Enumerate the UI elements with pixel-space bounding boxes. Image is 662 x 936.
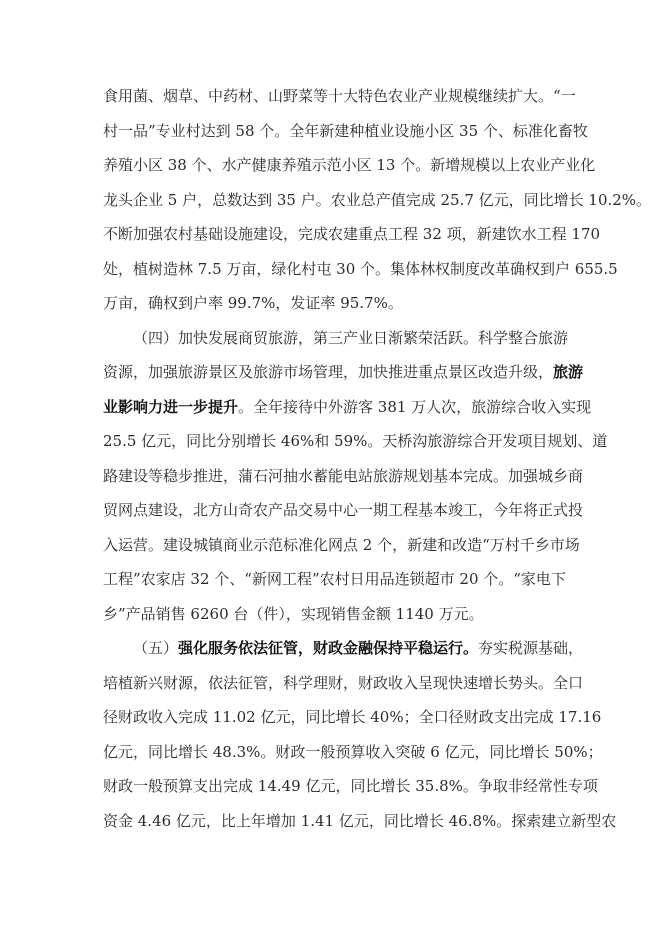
section-4-heading-line (103, 321, 569, 356)
text: 万亩，确权到户率 99.7%，发证率 95.7%。 (103, 294, 403, 312)
text-line (103, 148, 596, 183)
text: （五） (133, 639, 179, 657)
text: 径财政收入完成 11.02 亿元，同比增长 40%；全口径财政支出完成 17.16 (103, 708, 602, 726)
text: 村一品”专业村达到 58 个。全年新建种植业设施小区 35 个、标准化畜牧 (103, 121, 588, 140)
text-line (103, 459, 584, 494)
text-line (103, 528, 580, 563)
text: 养殖小区 38 个、水产健康养殖示范小区 13 个。新增规模以上农业产业化 (103, 156, 596, 174)
text: 25.5 亿元，同比分别增长 46%和 59%。天桥沟旅游综合开发项目规划、道 (103, 432, 608, 450)
text: （四）加快发展商贸旅游，第三产业日渐繁荣活跃。科学整合旅游 (133, 328, 569, 347)
document-body (103, 79, 652, 838)
text: 财政一般预算支出完成 14.49 亿元，同比增长 35.8%。争取非经常性专项 (103, 777, 598, 795)
text-line (103, 217, 601, 252)
text-line (103, 424, 608, 459)
text-line (103, 700, 602, 735)
text: 夯实税源基础， (478, 639, 584, 657)
text: 资源，加强旅游景区及旅游市场管理，加快推进重点景区改造升级， (103, 363, 554, 381)
text-line (103, 493, 584, 528)
text: 资金 4.46 亿元，比上年增加 1.41 亿元，同比增长 46.8%。探索建立新型农 (103, 811, 617, 830)
text: 龙头企业 5 户，总数达到 35 户。农业总产值完成 25.7 亿元，同比增长 10.2%。 (103, 190, 652, 209)
text-line (103, 666, 584, 701)
text-line (103, 804, 617, 839)
text-line (103, 562, 566, 597)
text: 不断加强农村基础设施建设，完成农建重点工程 32 项，新建饮水工程 170 (103, 225, 601, 243)
bold-text: 旅游 (553, 363, 584, 381)
text: 培植新兴财源，依法征管，科学理财，财政收入呈现快速增长势头。全口 (103, 673, 584, 692)
text: 工程”农家店 32 个、“新网工程”农村日用品连锁超市 20 个。“家电下 (103, 570, 566, 588)
bold-text: 强化服务依法征管，财政金融保持平稳运行。 (178, 639, 479, 657)
bold-text: 业影响力进一步提升 (103, 397, 239, 416)
text-line (103, 252, 618, 287)
text-line (103, 183, 652, 218)
text-line (103, 79, 576, 114)
text: 乡”产品销售 6260 台（件），实现销售金额 1140 万元。 (103, 604, 484, 623)
text: 。全年接待中外游客 381 万人次，旅游综合收入实现 (238, 397, 592, 416)
text: 贸网点建设，北方山奇农产品交易中心一期工程基本竣工，今年将正式投 (103, 501, 584, 519)
text-line (103, 114, 588, 149)
text: 亿元，同比增长 48.3%。财政一般预算收入突破 6 亿元，同比增长 50%； (103, 742, 603, 761)
text-line (103, 735, 603, 770)
text-line (103, 286, 563, 321)
text: 处，植树造林 7.5 万亩，绿化村屯 30 个。集体林权制度改革确权到户 655.5 (103, 259, 618, 278)
text-line (103, 355, 584, 390)
text-line (103, 597, 563, 632)
section-5-heading-line (103, 631, 584, 666)
text: 路建设等稳步推进，蒲石河抽水蓄能电站旅游规划基本完成。加强城乡商 (103, 466, 584, 485)
text-line (103, 390, 592, 425)
text-line (103, 769, 598, 804)
text: 食用菌、烟草、中药材、山野菜等十大特色农业产业规模继续扩大。“一 (103, 87, 576, 105)
text: 入运营。建设城镇商业示范标准化网点 2 个，新建和改造“万村千乡市场 (103, 535, 580, 554)
